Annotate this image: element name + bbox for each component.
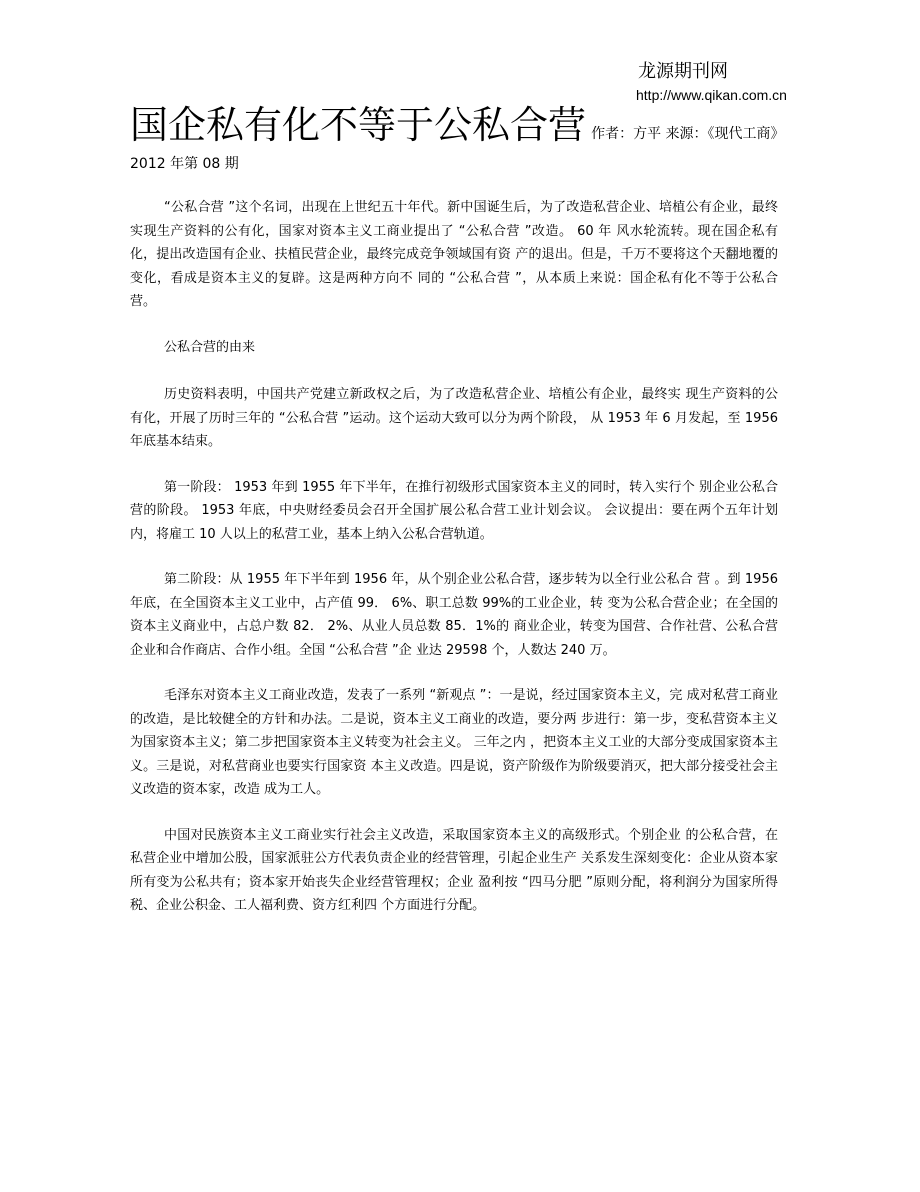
article-header — [130, 100, 790, 177]
article-meta: 作者：方平 来源：《现代工商》 2012 年第 08 期 — [130, 126, 785, 172]
paragraph-stage-two: 第二阶段：从 1955 年下半年到 1956 年，从个别企业公私合营，逐步转为以全行业公私合 营 。到 1956 年底，在全国资本主义工业中，占产值 99． 6%、职工总数 99%的工业企业，转 变为公私合营企业；在全国的资本主义商业中，占总户数 82． 2%、从业人员总数 85．1%的 商业企业，转变为国营、合作社营、公私合营企业和合作商店、合作小组。全国 “公私合营 ”企 业达 29598 个，人数达 240 万。 — [130, 572, 778, 658]
article-body — [130, 196, 778, 940]
article-title: 国企私有化不等于公私合营 — [130, 103, 587, 147]
site-url[interactable]: http://www.qikan.com.cn — [636, 87, 787, 103]
section-heading: 公私合营的由来 — [164, 339, 256, 355]
paragraph-history: 历史资料表明，中国共产党建立新政权之后，为了改造私营企业、培植公有企业，最终实 现生产资料的公有化，开展了历时三年的 “公私合营 ”运动。这个运动大致可以分为两个阶段， 从 1953 年 6 月发起，至 1956 年底基本结束。 — [130, 387, 778, 449]
paragraph-transformation: 中国对民族资本主义工商业实行社会主义改造，采取国家资本主义的高级形式。个别企业 的公私合营，在私营企业中增加公股，国家派驻公方代表负责企业的经营管理，引起企业生产 关系发生深刻变化：企业从资本家所有变为公私共有；资本家开始丧失企业经营管理权；企业 盈利按 “四马分肥 ”原则分配，将利润分为国家所得税、企业公积金、工人福利费、资方红利四 个方面进行分配。 — [130, 827, 778, 913]
paragraph-mao-views: 毛泽东对资本主义工商业改造，发表了一系列 “新观点 ”：一是说，经过国家资本主义，完 成对私营工商业的改造，是比较健全的方针和办法。二是说，资本主义工商业的改造，要分两 步进行：第一步，变私营资本主义为国家资本主义；第二步把国家资本主义转变为社会主义。 三年之内 ，把资本主义工业的大部分变成国家资本主义。三是说，对私营商业也要实行国家资 本主义改造。四是说，资产阶级作为阶级要消灭，把大部分接受社会主义改造的资本家，改造 成为工人。 — [130, 688, 778, 797]
paragraph-stage-one: 第一阶段： 1953 年到 1955 年下半年，在推行初级形式国家资本主义的同时，转入实行个 别企业公私合营的阶段。 1953 年底，中央财经委员会召开全国扩展公私合营工业计划会议。 会议提出：要在两个五年计划内，将雇工 10 人以上的私营工业，基本上纳入公私合营轨道。 — [130, 479, 778, 542]
paragraph-intro: “公私合营 ”这个名词，出现在上世纪五十年代。新中国诞生后，为了改造私营企业、培植公有企业，最终实现生产资料的公有化，国家对资本主义工商业提出了 “公私合营 ”改造。 60 年 风水轮流转。现在国企私有化，提出改造国有企业、扶植民营企业，最终完成竞争领域国有资 产的退出。但是，千万不要将这个天翻地覆的变化，看成是资本主义的复辟。这是两种方向不 同的 “公私合营 ”，从本质上来说：国企私有化不等于公私合营。 — [130, 200, 778, 309]
site-name: 龙源期刊网 — [638, 61, 728, 82]
